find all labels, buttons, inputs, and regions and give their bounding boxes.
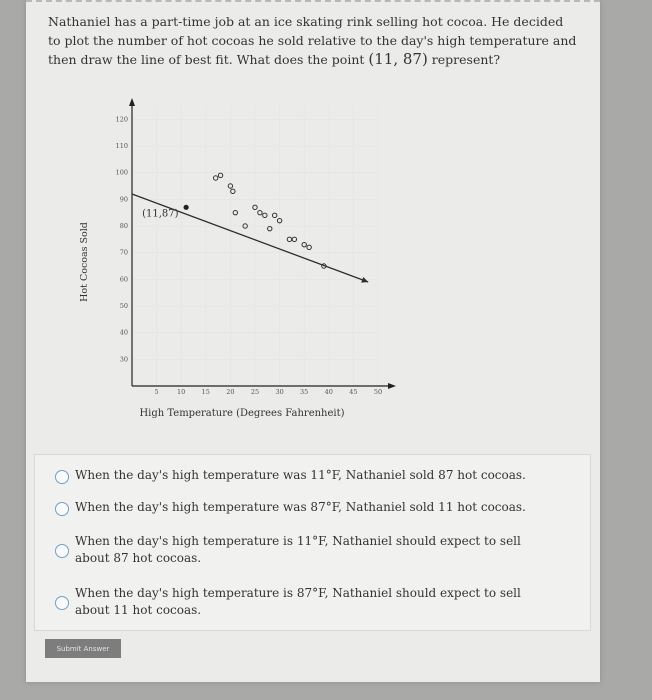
x-tick-label: 50 — [373, 388, 383, 396]
x-tick-label: 35 — [300, 388, 309, 396]
x-tick-label: 45 — [349, 388, 358, 396]
highlighted-point-label: (11,87) — [142, 208, 179, 220]
data-point — [268, 226, 272, 230]
scatter-chart — [26, 2, 600, 452]
answer-choice-4[interactable] — [35, 585, 590, 625]
y-tick-label: 120 — [115, 115, 128, 124]
radio-button-icon[interactable] — [55, 470, 69, 484]
data-point — [218, 173, 222, 177]
y-tick-label: 110 — [115, 142, 128, 150]
y-axis-label: Hot Cocoas Sold — [79, 222, 90, 302]
question-point: (11, 87) — [368, 50, 428, 68]
data-point — [263, 213, 267, 217]
x-tick-label: 20 — [226, 388, 235, 396]
x-axis-arrow — [388, 383, 396, 389]
x-tick-label: 10 — [177, 388, 186, 396]
question-end: represent? — [431, 52, 501, 67]
highlighted-point — [184, 205, 189, 210]
answer-choices — [34, 454, 591, 631]
answer-choice-2[interactable] — [35, 499, 590, 519]
radio-button-icon[interactable] — [55, 544, 69, 558]
y-tick-label: 60 — [119, 275, 128, 284]
y-tick-label: 100 — [115, 168, 128, 177]
x-axis-label: High Temperature (Degrees Fahrenheit) — [139, 408, 345, 419]
y-ticks — [116, 115, 128, 363]
chart-axes — [129, 98, 396, 389]
radio-button-icon[interactable] — [55, 596, 69, 610]
x-tick-label: 15 — [201, 388, 210, 396]
question-body: Nathaniel has a part-time job at an ice skating rink selling hot cocoa. He decided to plot the number of hot cocoas he sold relative to the day's high temperature and then draw the line of best fit. What does the point — [48, 14, 577, 67]
answer-choice-1[interactable] — [35, 467, 590, 487]
x-tick-label: 25 — [250, 388, 260, 396]
answer-choice-label: When the day's high temperature is 11°F, Nathaniel should expect to sell about 87 hot cocoas. — [75, 534, 521, 565]
x-tick-label: 5 — [154, 388, 159, 396]
radio-button-icon[interactable] — [55, 502, 69, 516]
answer-choice-label: When the day's high temperature was 11°F, Nathaniel sold 87 hot cocoas. — [75, 468, 526, 482]
best-fit-line-group — [132, 194, 368, 283]
question-card — [26, 0, 600, 682]
data-point — [287, 237, 291, 241]
answer-choice-label: When the day's high temperature was 87°F, Nathaniel sold 11 hot cocoas. — [75, 500, 526, 514]
y-tick-label: 80 — [119, 222, 128, 230]
y-tick-label: 70 — [119, 248, 128, 257]
best-fit-line — [132, 194, 368, 282]
answer-choice-label: When the day's high temperature is 87°F, Nathaniel should expect to sell about 11 hot cocoas. — [75, 586, 521, 617]
x-tick-label: 30 — [275, 388, 284, 396]
x-tick-label: 40 — [324, 388, 333, 396]
y-tick-label: 30 — [119, 355, 128, 364]
data-point — [272, 213, 276, 217]
y-tick-label: 50 — [119, 302, 128, 310]
data-point — [233, 210, 237, 214]
chart-grid — [132, 106, 378, 386]
data-point — [307, 245, 311, 249]
data-point — [231, 189, 235, 193]
data-point — [258, 210, 262, 214]
y-tick-label: 40 — [119, 328, 128, 337]
answer-choice-3[interactable] — [35, 533, 590, 573]
y-axis-arrow — [129, 98, 135, 106]
x-ticks — [155, 388, 383, 396]
y-tick-label: 90 — [119, 195, 128, 204]
submit-answer-button[interactable]: Submit Answer — [45, 639, 121, 658]
data-point — [292, 237, 296, 241]
data-point — [213, 176, 217, 180]
